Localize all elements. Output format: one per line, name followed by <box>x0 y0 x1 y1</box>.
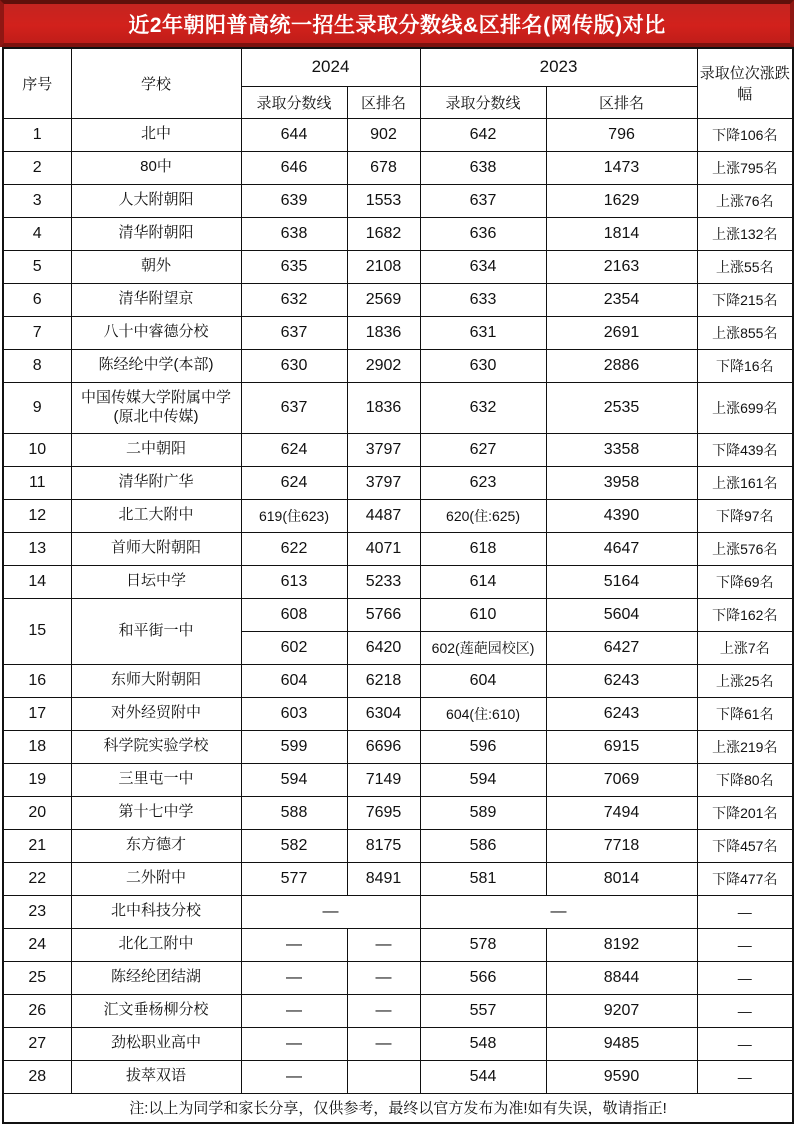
cell-score-2024: — <box>241 928 347 961</box>
cell-score-2024: 630 <box>241 349 347 382</box>
cell-no: 9 <box>3 382 71 433</box>
cell-no: 15 <box>3 598 71 664</box>
cell-rank-2024: 6696 <box>347 730 420 763</box>
cell-change: 下降457名 <box>697 829 793 862</box>
cell-no: 23 <box>3 895 71 928</box>
cell-no: 8 <box>3 349 71 382</box>
cell-school: 朝外 <box>71 250 241 283</box>
header-row-1 <box>3 48 793 86</box>
table-row <box>3 763 793 796</box>
cell-score-2024: 635 <box>241 250 347 283</box>
cell-score-2024: — <box>241 1060 347 1093</box>
table-row <box>3 283 793 316</box>
cell-rank-2023: 9207 <box>546 994 697 1027</box>
cell-2024-merged: — <box>241 895 420 928</box>
table-row <box>3 250 793 283</box>
cell-score-2024: 599 <box>241 730 347 763</box>
cell-no: 3 <box>3 184 71 217</box>
cell-change: 下降201名 <box>697 796 793 829</box>
cell-change: 下降439名 <box>697 433 793 466</box>
cell-score-2023: 581 <box>420 862 546 895</box>
cell-rank-2024: 6304 <box>347 697 420 730</box>
table-row <box>3 466 793 499</box>
cell-school: 中国传媒大学附属中学 (原北中传媒) <box>71 382 241 433</box>
cell-rank-2024: 1836 <box>347 382 420 433</box>
cell-rank-2024: 7695 <box>347 796 420 829</box>
table-row <box>3 730 793 763</box>
cell-rank-2023: 9590 <box>546 1060 697 1093</box>
table-row <box>3 598 793 631</box>
cell-no: 26 <box>3 994 71 1027</box>
cell-school: 人大附朝阳 <box>71 184 241 217</box>
header-no: 序号 <box>3 48 71 118</box>
cell-school: 二外附中 <box>71 862 241 895</box>
cell-rank-2023: 9485 <box>546 1027 697 1060</box>
cell-rank-2024: 1553 <box>347 184 420 217</box>
cell-rank-2023: 5164 <box>546 565 697 598</box>
cell-school: 日坛中学 <box>71 565 241 598</box>
cell-score-2024: — <box>241 994 347 1027</box>
cell-no: 21 <box>3 829 71 862</box>
cell-score-2024: 577 <box>241 862 347 895</box>
cell-score-2023: 602(莲葩园校区) <box>420 631 546 664</box>
cell-school: 清华附朝阳 <box>71 217 241 250</box>
cell-score-2023: 636 <box>420 217 546 250</box>
cell-score-2024: — <box>241 1027 347 1060</box>
cell-score-2024: 646 <box>241 151 347 184</box>
table-row <box>3 349 793 382</box>
table-row <box>3 316 793 349</box>
header-rank-2023: 区排名 <box>546 86 697 118</box>
table-row <box>3 382 793 433</box>
cell-rank-2024: 8491 <box>347 862 420 895</box>
header-score-2023: 录取分数线 <box>420 86 546 118</box>
table-row <box>3 796 793 829</box>
cell-change: — <box>697 1060 793 1093</box>
table-row <box>3 862 793 895</box>
cell-score-2023: 634 <box>420 250 546 283</box>
cell-rank-2023: 1629 <box>546 184 697 217</box>
header-rank-2024: 区排名 <box>347 86 420 118</box>
cell-school: 北中科技分校 <box>71 895 241 928</box>
cell-rank-2024: 5233 <box>347 565 420 598</box>
table-row <box>3 217 793 250</box>
cell-rank-2023: 8014 <box>546 862 697 895</box>
cell-score-2024: 588 <box>241 796 347 829</box>
header-school: 学校 <box>71 48 241 118</box>
cell-rank-2024: 2569 <box>347 283 420 316</box>
cell-rank-2023: 6243 <box>546 697 697 730</box>
cell-school: 三里屯一中 <box>71 763 241 796</box>
cell-score-2023: 604(住:610) <box>420 697 546 730</box>
table-row <box>3 697 793 730</box>
cell-rank-2024: 3797 <box>347 466 420 499</box>
cell-rank-2024: — <box>347 1027 420 1060</box>
cell-score-2024: 637 <box>241 382 347 433</box>
cell-change: 上涨76名 <box>697 184 793 217</box>
cell-no: 22 <box>3 862 71 895</box>
table-row <box>3 961 793 994</box>
table-row <box>3 565 793 598</box>
cell-rank-2024: — <box>347 961 420 994</box>
cell-score-2023: 627 <box>420 433 546 466</box>
cell-change: 下降69名 <box>697 565 793 598</box>
cell-score-2023: 614 <box>420 565 546 598</box>
cell-rank-2024: 4487 <box>347 499 420 532</box>
cell-score-2023: 632 <box>420 382 546 433</box>
cell-change: 下降97名 <box>697 499 793 532</box>
cell-rank-2024: 2902 <box>347 349 420 382</box>
cell-score-2024: 644 <box>241 118 347 151</box>
cell-score-2023: 618 <box>420 532 546 565</box>
cell-change: 上涨132名 <box>697 217 793 250</box>
cell-score-2023: 544 <box>420 1060 546 1093</box>
table-row <box>3 433 793 466</box>
cell-school: 对外经贸附中 <box>71 697 241 730</box>
cell-score-2024: 608 <box>241 598 347 631</box>
cell-no: 13 <box>3 532 71 565</box>
cell-no: 14 <box>3 565 71 598</box>
table-row <box>3 151 793 184</box>
cell-2023-merged: — <box>420 895 697 928</box>
cell-school: 科学院实验学校 <box>71 730 241 763</box>
cell-change: 上涨55名 <box>697 250 793 283</box>
cell-school: 北化工附中 <box>71 928 241 961</box>
cell-change: 上涨855名 <box>697 316 793 349</box>
cell-no: 12 <box>3 499 71 532</box>
cell-school: 二中朝阳 <box>71 433 241 466</box>
cell-rank-2023: 6915 <box>546 730 697 763</box>
cell-rank-2024: — <box>347 994 420 1027</box>
cell-no: 1 <box>3 118 71 151</box>
cell-school: 80中 <box>71 151 241 184</box>
cell-score-2024: 594 <box>241 763 347 796</box>
cell-rank-2024: 1836 <box>347 316 420 349</box>
cell-score-2023: 631 <box>420 316 546 349</box>
table-row <box>3 118 793 151</box>
cell-score-2024: 603 <box>241 697 347 730</box>
cell-no: 28 <box>3 1060 71 1093</box>
table-row <box>3 928 793 961</box>
table-row <box>3 829 793 862</box>
table-body <box>3 118 793 1093</box>
cell-change: 上涨219名 <box>697 730 793 763</box>
table-row <box>3 1027 793 1060</box>
cell-score-2023: 623 <box>420 466 546 499</box>
cell-score-2024: — <box>241 961 347 994</box>
cell-score-2023: 633 <box>420 283 546 316</box>
cell-change: 下降477名 <box>697 862 793 895</box>
cell-score-2024: 602 <box>241 631 347 664</box>
cell-rank-2023: 4390 <box>546 499 697 532</box>
cell-score-2023: 637 <box>420 184 546 217</box>
cell-school: 东师大附朝阳 <box>71 664 241 697</box>
cell-no: 11 <box>3 466 71 499</box>
cell-score-2024: 639 <box>241 184 347 217</box>
cell-rank-2023: 2886 <box>546 349 697 382</box>
cell-rank-2023: 2163 <box>546 250 697 283</box>
cell-no: 20 <box>3 796 71 829</box>
cell-school: 劲松职业高中 <box>71 1027 241 1060</box>
cell-rank-2024 <box>347 1060 420 1093</box>
cell-rank-2023: 2691 <box>546 316 697 349</box>
cell-school: 清华附广华 <box>71 466 241 499</box>
cell-rank-2023: 7069 <box>546 763 697 796</box>
footnote: 注:以上为同学和家长分享，仅供参考，最终以官方发布为准!如有失误，敬请指正! <box>3 1093 793 1123</box>
cell-change: — <box>697 961 793 994</box>
cell-rank-2024: 4071 <box>347 532 420 565</box>
cell-score-2024: 604 <box>241 664 347 697</box>
cell-rank-2024: 5766 <box>347 598 420 631</box>
cell-rank-2023: 2354 <box>546 283 697 316</box>
cell-school: 陈经纶团结湖 <box>71 961 241 994</box>
cell-school: 首师大附朝阳 <box>71 532 241 565</box>
cell-score-2023: 630 <box>420 349 546 382</box>
cell-rank-2024: 6420 <box>347 631 420 664</box>
cell-change: 上涨699名 <box>697 382 793 433</box>
header-change: 录取位次涨跌幅 <box>697 48 793 118</box>
table-row <box>3 1060 793 1093</box>
cell-school: 第十七中学 <box>71 796 241 829</box>
cell-score-2024: 638 <box>241 217 347 250</box>
cell-rank-2024: 3797 <box>347 433 420 466</box>
table-row <box>3 184 793 217</box>
cell-score-2023: 586 <box>420 829 546 862</box>
cell-no: 5 <box>3 250 71 283</box>
cell-score-2024: 624 <box>241 466 347 499</box>
header-year-2024: 2024 <box>241 48 420 86</box>
cell-school: 和平街一中 <box>71 598 241 664</box>
cell-score-2023: 596 <box>420 730 546 763</box>
cell-school: 陈经纶中学(本部) <box>71 349 241 382</box>
header-score-2024: 录取分数线 <box>241 86 347 118</box>
score-table <box>2 47 794 1124</box>
cell-no: 6 <box>3 283 71 316</box>
note-row <box>3 1093 793 1123</box>
table-row <box>3 994 793 1027</box>
cell-no: 25 <box>3 961 71 994</box>
header-year-2023: 2023 <box>420 48 697 86</box>
cell-score-2023: 548 <box>420 1027 546 1060</box>
cell-rank-2023: 1473 <box>546 151 697 184</box>
cell-rank-2023: 5604 <box>546 598 697 631</box>
cell-change: — <box>697 928 793 961</box>
cell-score-2023: 589 <box>420 796 546 829</box>
cell-rank-2024: 678 <box>347 151 420 184</box>
cell-change: 上涨161名 <box>697 466 793 499</box>
cell-rank-2024: 8175 <box>347 829 420 862</box>
cell-rank-2023: 3358 <box>546 433 697 466</box>
cell-change: 上涨7名 <box>697 631 793 664</box>
cell-change: 下降16名 <box>697 349 793 382</box>
cell-rank-2024: 7149 <box>347 763 420 796</box>
cell-rank-2023: 796 <box>546 118 697 151</box>
cell-school: 八十中睿德分校 <box>71 316 241 349</box>
cell-rank-2024: 6218 <box>347 664 420 697</box>
cell-rank-2023: 4647 <box>546 532 697 565</box>
cell-score-2023: 610 <box>420 598 546 631</box>
cell-no: 17 <box>3 697 71 730</box>
cell-change: 下降162名 <box>697 598 793 631</box>
cell-score-2023: 566 <box>420 961 546 994</box>
cell-change: 下降106名 <box>697 118 793 151</box>
cell-school: 清华附望京 <box>71 283 241 316</box>
cell-score-2024: 622 <box>241 532 347 565</box>
cell-score-2024: 582 <box>241 829 347 862</box>
cell-rank-2023: 1814 <box>546 217 697 250</box>
table-row <box>3 895 793 928</box>
cell-no: 27 <box>3 1027 71 1060</box>
cell-change: — <box>697 895 793 928</box>
cell-rank-2023: 2535 <box>546 382 697 433</box>
cell-school: 北工大附中 <box>71 499 241 532</box>
title-banner <box>0 0 794 47</box>
cell-change: 下降80名 <box>697 763 793 796</box>
cell-rank-2023: 6243 <box>546 664 697 697</box>
cell-score-2024: 624 <box>241 433 347 466</box>
cell-score-2023: 642 <box>420 118 546 151</box>
cell-score-2024: 619(住623) <box>241 499 347 532</box>
page-title: 近2年朝阳普高统一招生录取分数线&区排名(网传版)对比 <box>128 13 666 37</box>
cell-score-2024: 632 <box>241 283 347 316</box>
cell-rank-2023: 7718 <box>546 829 697 862</box>
cell-score-2023: 557 <box>420 994 546 1027</box>
cell-rank-2023: 8844 <box>546 961 697 994</box>
cell-no: 10 <box>3 433 71 466</box>
cell-school: 北中 <box>71 118 241 151</box>
cell-rank-2023: 8192 <box>546 928 697 961</box>
cell-rank-2023: 7494 <box>546 796 697 829</box>
cell-change: 上涨25名 <box>697 664 793 697</box>
cell-rank-2024: 902 <box>347 118 420 151</box>
cell-score-2023: 604 <box>420 664 546 697</box>
cell-rank-2024: 2108 <box>347 250 420 283</box>
cell-rank-2023: 3958 <box>546 466 697 499</box>
cell-rank-2024: 1682 <box>347 217 420 250</box>
cell-score-2024: 637 <box>241 316 347 349</box>
cell-no: 18 <box>3 730 71 763</box>
cell-no: 19 <box>3 763 71 796</box>
table-row <box>3 532 793 565</box>
cell-score-2023: 620(住:625) <box>420 499 546 532</box>
cell-change: 下降215名 <box>697 283 793 316</box>
cell-score-2024: 613 <box>241 565 347 598</box>
cell-no: 2 <box>3 151 71 184</box>
cell-rank-2023: 6427 <box>546 631 697 664</box>
cell-school: 东方德才 <box>71 829 241 862</box>
cell-score-2023: 594 <box>420 763 546 796</box>
cell-no: 24 <box>3 928 71 961</box>
cell-rank-2024: — <box>347 928 420 961</box>
cell-no: 16 <box>3 664 71 697</box>
cell-score-2023: 638 <box>420 151 546 184</box>
cell-score-2023: 578 <box>420 928 546 961</box>
cell-change: 下降61名 <box>697 697 793 730</box>
cell-change: — <box>697 994 793 1027</box>
cell-school: 汇文垂杨柳分校 <box>71 994 241 1027</box>
cell-change: — <box>697 1027 793 1060</box>
table-row <box>3 664 793 697</box>
cell-no: 7 <box>3 316 71 349</box>
table-row <box>3 499 793 532</box>
cell-school: 拔萃双语 <box>71 1060 241 1093</box>
cell-no: 4 <box>3 217 71 250</box>
cell-change: 上涨795名 <box>697 151 793 184</box>
cell-change: 上涨576名 <box>697 532 793 565</box>
